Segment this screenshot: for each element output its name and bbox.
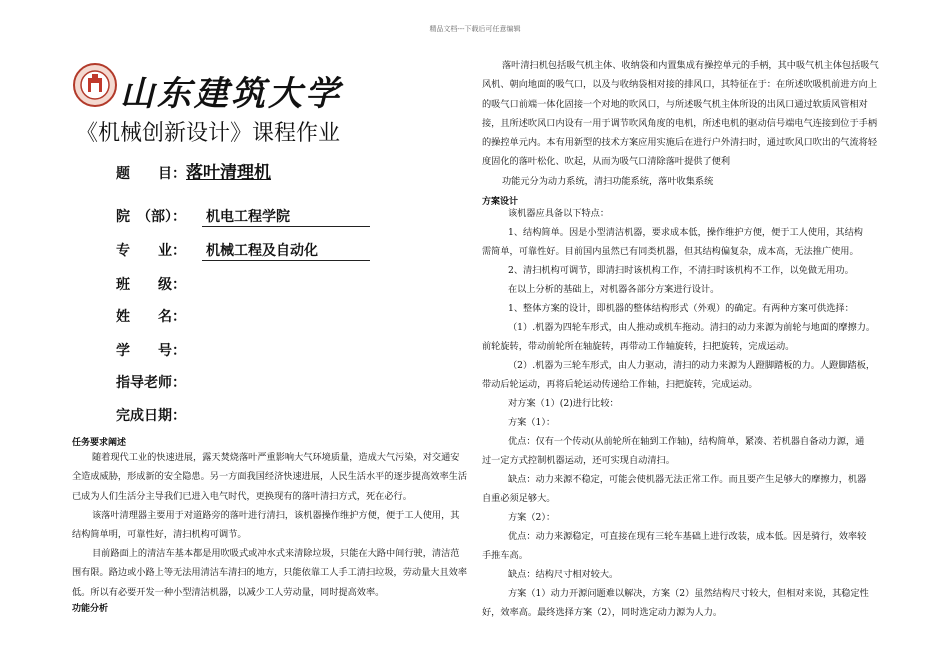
date-label: 完成日期：: [116, 408, 186, 424]
topic-row: [116, 158, 271, 183]
task-paragraph-2: 该落叶清理器主要用于对道路旁的落叶进行清扫，该机器操作维护方便，便于工人使用，其结构简单明，可靠性好，清扫机构可调节。: [72, 510, 460, 541]
scheme-line: 对方案（1）(2)进行比较：: [508, 398, 619, 409]
date-row: [116, 405, 202, 425]
scheme-line: 带动后轮运动，再将后轮运动传递给工作轴，扫把旋转，完成运动。: [482, 379, 758, 390]
scheme-line: 缺点：动力来源不稳定，可能会使机器无法正常工作。而且要产生足够大的摩擦力，机器: [508, 474, 867, 485]
scheme-line: （2）.机器为三轮车形式，由人力驱动，清扫的动力来源为人蹬脚踏板的力。人蹬脚踏板，: [508, 360, 876, 371]
course-title: 《机械创新设计》课程作业: [76, 121, 341, 146]
advisor-row: [116, 372, 202, 392]
major-value: 机械工程及自动化: [202, 240, 370, 261]
class-label: 班 级：: [116, 277, 186, 293]
class-row: [116, 274, 202, 294]
scheme-line: 2、清扫机构可调节，即清扫时该机构工作，不清扫时该机构不工作，以免做无用功。: [508, 265, 854, 276]
student-id-label: 学 号：: [116, 343, 186, 359]
scheme-line: 过一定方式控制机器运动，还可实现自动清扫。: [482, 455, 675, 466]
scheme-line: 手推车高。: [482, 550, 528, 561]
scheme-line: 方案（1）：: [508, 417, 556, 428]
topic-value: 落叶清理机: [186, 163, 271, 183]
scheme-line: 1、结构简单。因是小型清洁机器，要求成本低，操作维护方便，便于工人使用，其结构: [508, 227, 863, 238]
scheme-line: 方案（1）动力开源问题难以解决，方案（2）虽然结构尺寸较大，但相对来说，其稳定性: [508, 588, 869, 599]
topic-label: 题 目：: [116, 166, 186, 182]
function-heading: 功能分析: [72, 604, 109, 614]
scheme-line: 需简单，可靠性好。目前国内虽然已有同类机器，但其结构偏复杂，成本高，无法推广使用。: [482, 246, 859, 257]
scheme-line: 优点：仅有一个传动(从前轮所在轴到工作轴)，结构简单，紧凑、若机器自备动力源，通: [508, 436, 865, 447]
scheme-line: 优点：动力来源稳定，可直接在现有三轮车基础上进行改装，成本低。因是骑行，效率较: [508, 531, 867, 542]
name-label: 姓 名：: [116, 309, 186, 325]
college-row: [116, 206, 370, 227]
scheme-line: 缺点：结构尺寸相对较大。: [508, 569, 619, 580]
university-name: 山东建筑大学: [120, 74, 342, 114]
task-paragraph-3: 目前路面上的清洁车基本都是用吹吸式或冲水式来清除垃圾，只能在大路中间行驶，清洁范围有限。路边或小路上等无法用清洁车清扫的地方，只能依靠工人手工清扫垃圾，劳动量大且效率低。所以有必要开发一种小型清洁机器，以减少工人劳动量，同时提高效率。: [72, 548, 468, 598]
right-paragraph-2: 功能元分为动力系统，清扫功能系统，落叶收集系统: [502, 176, 714, 187]
college-label: 院 （部）：: [116, 209, 186, 225]
scheme-line: 在以上分析的基础上，对机器各部分方案进行设计。: [508, 284, 720, 295]
university-logo-icon: [72, 62, 118, 108]
scheme-line: 方案（2）：: [508, 512, 556, 523]
scheme-line: （1）.机器为四轮车形式，由人推动或机车拖动。清扫的动力来源为前轮与地面的摩擦力。: [508, 322, 876, 333]
right-paragraph-1: 落叶清扫机包括吸气机主体、收纳袋和内置集成有操控单元的手柄，其中吸气机主体包括吸气风机、朝向地面的吸气口，以及与收纳袋相对接的排风口，其特征在于：在所述吹吸机前进方向上的吸气口前端一体化固接一个对地的吹风口，与所述吸气机主体所设的出风口通过软质风管相对接，且所述吹风口内设有一用于调节吹风角度的电机，所述电机的驱动信号端电气连接到位于手柄的操控单元内。本有用新型的技术方案应用实施后在进行户外清扫时，通过吹风口吹出的气流将轻度固化的落叶松化、吹起，从而为吸气口清除落叶提供了便利: [482, 60, 879, 168]
header-note: 精品文档---下载后可任意编辑: [429, 25, 521, 33]
scheme-line: 该机器应具备以下特点：: [508, 208, 610, 219]
advisor-label: 指导老师：: [116, 375, 186, 391]
major-row: [116, 240, 370, 261]
task-paragraph-1: 随着现代工业的快速进展，露天焚烧落叶严重影响大气环境质量，造成大气污染，对交通安全造成威胁，形成新的安全隐患。另一方面我国经济快速进展，人民生活水平的逐步提高效率生活已成为人们生活分主导我们已进入电气时代，更换现有的落叶清扫方式，死在必行。: [72, 452, 468, 502]
scheme-line: 前轮旋转，带动前轮所在轴旋转，再带动工作轴旋转，扫把旋转，完成运动。: [482, 341, 795, 352]
college-value: 机电工程学院: [202, 206, 370, 227]
scheme-line: 1、整体方案的设计，即机器的整体结构形式（外观）的确定。有两种方案可供选择：: [508, 303, 854, 314]
name-row: [116, 306, 202, 326]
scheme-line: 自重必须足够大。: [482, 493, 556, 504]
task-heading: 任务要求阐述: [72, 438, 127, 448]
student-id-row: [116, 340, 202, 360]
major-label: 专 业：: [116, 243, 186, 259]
scheme-heading: 方案设计: [482, 197, 519, 207]
scheme-line: 好，效率高。最终选择方案（2），同时选定动力源为人力。: [482, 607, 723, 618]
